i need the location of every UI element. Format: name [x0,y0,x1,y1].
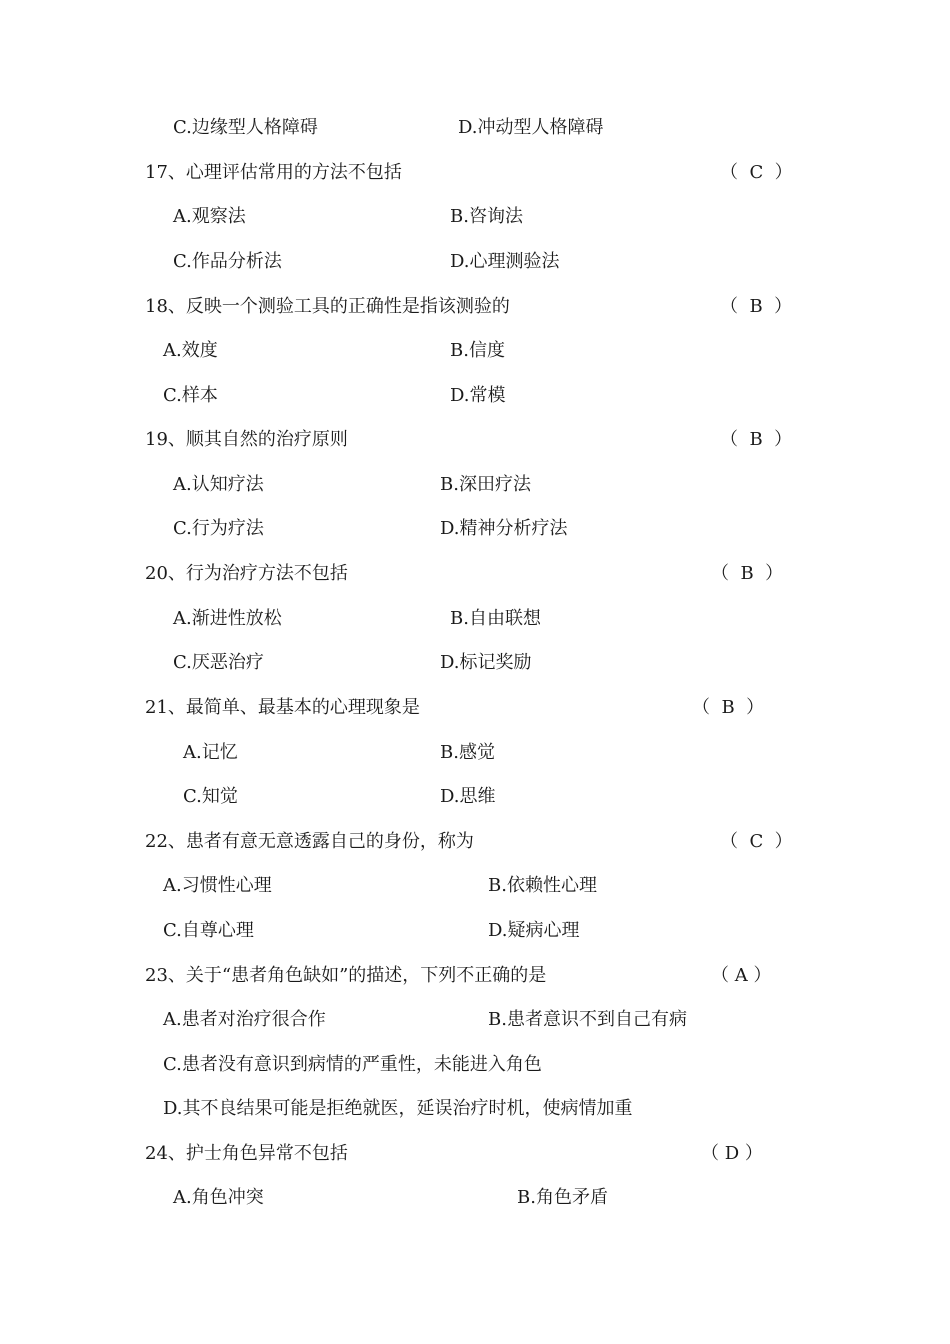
q17-option-b: B.咨询法 [450,206,523,227]
q20-option-a: A.渐进性放松 [173,608,282,629]
q23-option-c: C.患者没有意识到病情的严重性，未能进入角色 [163,1054,542,1075]
q22-option-b: B.依赖性心理 [488,875,597,896]
q23-option-a: A.患者对治疗很合作 [163,1009,326,1030]
q21-stem: 21、最简单、最基本的心理现象是 [145,697,420,718]
q19-stem: 19、顺其自然的治疗原则 [145,429,348,450]
q18-option-a: A.效度 [163,340,218,361]
q17-answer: （ C ） [720,162,793,183]
q24-answer: （ D ） [701,1143,763,1164]
q18-option-c: C.样本 [163,385,218,406]
q19-answer: （ B ） [720,429,793,450]
q23-option-d: D.其不良结果可能是拒绝就医，延误治疗时机，使病情加重 [163,1098,633,1119]
q20-option-d: D.标记奖励 [440,652,532,673]
q17-option-a: A.观察法 [173,206,246,227]
q22-option-a: A.习惯性心理 [163,875,272,896]
q24-option-a: A.角色冲突 [173,1187,264,1208]
q19-option-b: B.深田疗法 [440,474,531,495]
q19-option-c: C.行为疗法 [173,518,264,539]
q20-option-b: B.自由联想 [450,608,541,629]
q23-answer: （ A ） [711,965,772,986]
q22-stem: 22、患者有意无意透露自己的身份，称为 [145,831,474,852]
q20-option-c: C.厌恶治疗 [173,652,264,673]
q20-stem: 20、行为治疗方法不包括 [145,563,348,584]
q19-option-d: D.精神分析疗法 [440,518,568,539]
q24-stem: 24、护士角色异常不包括 [145,1143,348,1164]
q19-option-a: A.认知疗法 [173,474,264,495]
q24-option-b: B.角色矛盾 [517,1187,608,1208]
q16-option-d: D.冲动型人格障碍 [458,117,604,138]
q18-option-b: B.信度 [450,340,505,361]
q20-answer: （ B ） [711,563,784,584]
q18-answer: （ B ） [720,296,793,317]
q21-option-a: A.记忆 [183,742,238,763]
q22-answer: （ C ） [720,831,793,852]
q18-option-d: D.常模 [450,385,506,406]
q23-option-b: B.患者意识不到自己有病 [488,1009,687,1030]
q17-stem: 17、心理评估常用的方法不包括 [145,162,402,183]
q21-option-c: C.知觉 [183,786,238,807]
q22-option-d: D.疑病心理 [488,920,580,941]
q22-option-c: C.自尊心理 [163,920,254,941]
q16-option-c: C.边缘型人格障碍 [173,117,318,138]
q17-option-d: D.心理测验法 [450,251,560,272]
q21-option-d: D.思维 [440,786,496,807]
q17-option-c: C.作品分析法 [173,251,282,272]
q21-option-b: B.感觉 [440,742,495,763]
q23-stem: 23、关于“患者角色缺如”的描述，下列不正确的是 [145,965,547,986]
q21-answer: （ B ） [692,697,765,718]
q18-stem: 18、反映一个测验工具的正确性是指该测验的 [145,296,510,317]
